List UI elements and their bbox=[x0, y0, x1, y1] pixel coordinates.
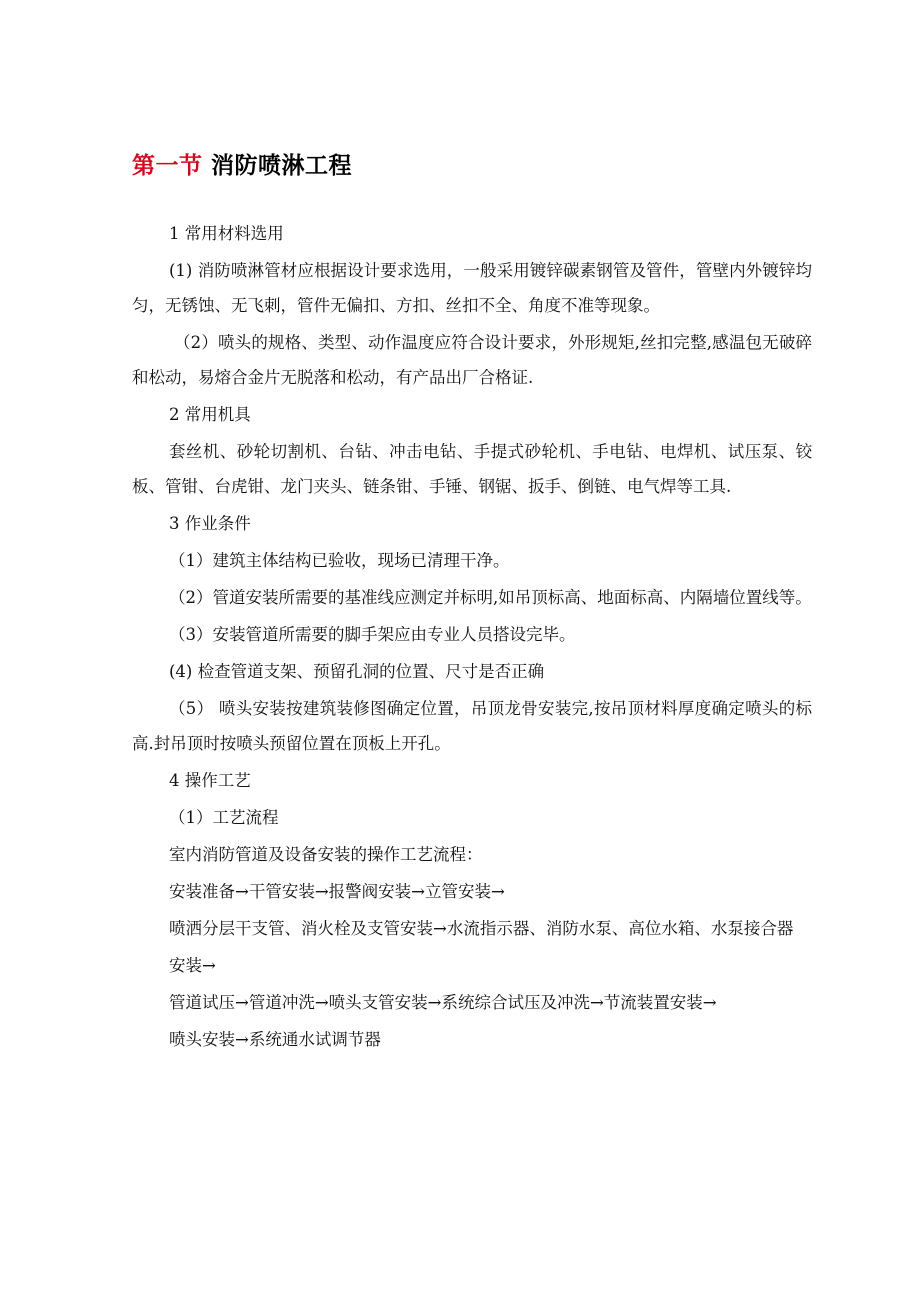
paragraph-condition-3: （3）安装管道所需要的脚手架应由专业人员搭设完毕。 bbox=[169, 625, 576, 644]
subheading-materials: 1 常用材料选用 bbox=[169, 224, 284, 243]
section-title: 消防喷淋工程 bbox=[211, 153, 353, 179]
paragraph-process-flow-title: （1）工艺流程 bbox=[169, 808, 279, 827]
paragraph-process-intro: 室内消防管道及设备安装的操作工艺流程： bbox=[169, 845, 483, 864]
flow-step-5: 喷头安装→系统通水试调节器 bbox=[169, 1030, 381, 1049]
paragraph-condition-5: （5） 喷头安装按建筑装修图确定位置，吊顶龙骨安装完,按吊顶材料厚度确定喷头的标高.封吊顶时按喷头预留位置在顶板上开孔。 bbox=[132, 699, 812, 753]
section-heading bbox=[132, 147, 352, 180]
paragraph-condition-4: (4) 检查管道支架、预留孔洞的位置、尺寸是否正确 bbox=[169, 662, 545, 681]
section-number: 第一节 bbox=[132, 153, 203, 179]
paragraph-condition-1: （1）建筑主体结构已验收，现场已清理干净。 bbox=[169, 551, 510, 570]
document-body bbox=[132, 216, 812, 1059]
paragraph-condition-2: （2）管道安装所需要的基准线应测定并标明,如吊顶标高、地面标高、内隔墙位置线等。 bbox=[169, 588, 812, 607]
paragraph-material-pipes: (1) 消防喷淋管材应根据设计要求选用，一般采用镀锌碳素钢管及管件，管壁内外镀锌均匀，无锈蚀、无飞刺，管件无偏扣、方扣、丝扣不全、角度不准等现象。 bbox=[132, 261, 812, 315]
subheading-conditions: 3 作业条件 bbox=[169, 514, 251, 533]
paragraph-tools: 套丝机、砂轮切割机、台钻、冲击电钻、手提式砂轮机、手电钻、电焊机、试压泵、铰板、管钳、台虎钳、龙门夹头、链条钳、手锤、钢锯、扳手、倒链、电气焊等工具. bbox=[132, 442, 812, 496]
flow-step-3: 安装→ bbox=[169, 956, 216, 975]
flow-step-1: 安装准备→干管安装→报警阀安装→立管安装→ bbox=[169, 882, 505, 901]
flow-step-4: 管道试压→管道冲洗→喷头支管安装→系统综合试压及冲洗→节流装置安装→ bbox=[169, 993, 717, 1012]
paragraph-material-sprinklers: （2）喷头的规格、类型、动作温度应符合设计要求，外形规矩,丝扣完整,感温包无破碎和松动，易熔合金片无脱落和松动，有产品出厂合格证. bbox=[132, 333, 812, 387]
subheading-process: 4 操作工艺 bbox=[169, 771, 251, 790]
subheading-tools: 2 常用机具 bbox=[169, 405, 251, 424]
flow-step-2: 喷洒分层干支管、消火栓及支管安装→水流指示器、消防水泵、高位水箱、水泵接合器 bbox=[169, 919, 794, 938]
